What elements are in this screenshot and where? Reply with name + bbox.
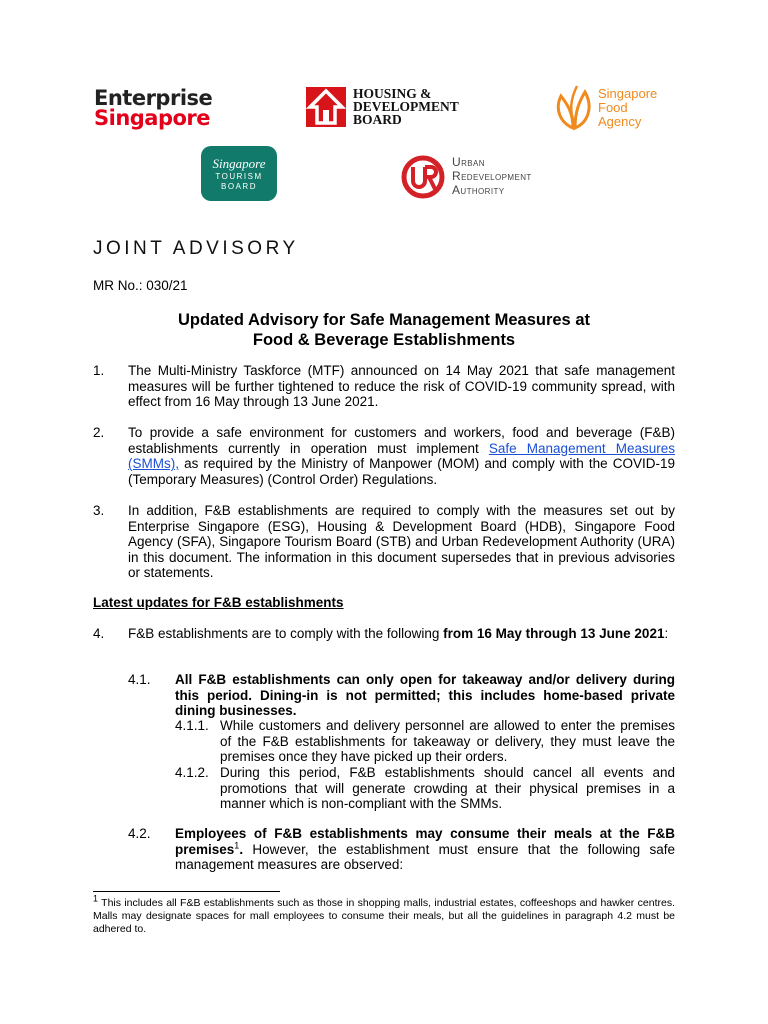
paragraph-text-end: : [664, 626, 669, 641]
esg-logo-line1: Enterprise [94, 86, 213, 110]
stb-logo-line3: BOARD [221, 182, 257, 191]
paragraph-text: During this period, F&B establishments should cancel all events and promotions that will generate crowding at their physical premises in a manner which is non-compliant with the SMMs. [220, 765, 675, 812]
paragraph-text [175, 672, 675, 719]
ura-logo-line2: Redevelopment [452, 169, 532, 183]
stb-logo-line1: Singapore [212, 156, 266, 171]
paragraph-text-end: as required by the Ministry of Manpower (MOM) and comply with the COVID-19 (Temporary Measures) (Control Order) Regulations. [128, 456, 675, 487]
paragraph-4-1-1 [175, 718, 675, 765]
hdb-logo-line1: HOUSING & [353, 86, 432, 101]
paragraph-bold-period: . [239, 841, 244, 857]
paragraph-text-end: However, the establishment must ensure that the following safe management measures are observed: [175, 841, 675, 873]
footnote-marker: 1 [93, 893, 99, 904]
footnote-divider [93, 891, 280, 892]
document-title [93, 310, 675, 350]
stb-logo-line2: TOURISM [215, 172, 263, 181]
paragraph-text [128, 626, 675, 642]
esg-logo-line2: Singapore [94, 106, 211, 130]
ura-logo [401, 153, 571, 201]
paragraph-4-1-2 [175, 765, 675, 812]
footnote [93, 893, 675, 937]
ura-emblem-icon [401, 153, 449, 201]
title-line-2: Food & Beverage Establishments [252, 331, 516, 349]
sfa-logo-line1: Singapore [598, 86, 658, 101]
sfa-logo-line2: Food [598, 100, 628, 115]
paragraph-number: 4.1. [128, 672, 151, 687]
paragraph-bold-dates: from 16 May through 13 June 2021 [443, 626, 665, 641]
safe-management-measures-link[interactable]: Safe Management Measures (SMMs), [128, 440, 675, 472]
paragraph-3 [93, 503, 675, 581]
hdb-house-icon [305, 86, 347, 128]
section-heading: Latest updates for F&B establishments [93, 595, 344, 610]
mr-number: MR No.: 030/21 [93, 278, 188, 293]
ura-logo-line3: Authority [452, 183, 505, 197]
joint-advisory-label: JOINT ADVISORY [93, 238, 299, 259]
footnote-ref[interactable]: 1 [234, 840, 240, 851]
paragraph-number: 4.1.2. [175, 765, 209, 780]
sfa-logo-line3: Agency [598, 114, 642, 129]
paragraph-number: 1. [93, 363, 105, 378]
paragraph-number: 4.1.1. [175, 718, 209, 733]
title-line-1: Updated Advisory for Safe Management Measures at [177, 311, 590, 329]
paragraph-text-start: To provide a safe environment for customers and workers, food and beverage (F&B) establishments currently in operation must implement [128, 425, 675, 456]
paragraph-number: 3. [93, 503, 105, 518]
paragraph-number: 4.2. [128, 826, 151, 841]
paragraph-4-2 [128, 826, 675, 873]
paragraph-number: 4. [93, 626, 105, 641]
footnote-text: This includes all F&B establishments such as those in shopping malls, industrial estates, coffeeshops and hawker centres. Malls may designate spaces for mall employees to consume their meals, but all the guidelines in paragraph 4.2 must be adhered to. [93, 897, 675, 936]
paragraph-text: The Multi-Ministry Taskforce (MTF) announced on 14 May 2021 that safe management measures will be further tightened to reduce the risk of COVID-19 community spread, with effect from 16 May through 13 June 2021. [128, 363, 675, 410]
hdb-logo [305, 86, 485, 130]
paragraph-text-start: F&B establishments are to comply with the following [128, 626, 444, 641]
paragraph-4-1 [128, 672, 675, 719]
paragraph-4 [93, 626, 675, 642]
paragraph-bold-text: Employees of F&B establishments may consume their meals at the F&B premises [175, 826, 675, 857]
paragraph-text: While customers and delivery personnel are allowed to enter the premises of the F&B establishments for takeaway or delivery, they must leave the premises once they have picked up their orders. [220, 718, 675, 765]
hdb-logo-line2: DEVELOPMENT [353, 99, 459, 114]
paragraph-1 [93, 363, 675, 410]
hdb-logo-line3: BOARD [353, 112, 402, 127]
singapore-food-agency-logo [553, 82, 683, 132]
singapore-tourism-board-logo [201, 146, 277, 201]
sfa-leaf-icon [553, 82, 595, 132]
paragraph-text: In addition, F&B establishments are required to comply with the measures set out by Enterprise Singapore (ESG), Housing & Development Board (HDB), Singapore Food Agency (SFA), Singapore Tourism Board (STB) and Urban Redevelopment Authority (URA) in this document. The information in this document supersedes that in previous advisories or statements. [128, 503, 675, 581]
paragraph-2 [93, 425, 675, 487]
paragraph-text [128, 425, 675, 487]
paragraph-number: 2. [93, 425, 105, 440]
paragraph-bold-text: All F&B establishments can only open for takeaway and/or delivery during this period. Dining-in is not permitted; this includes home-based private dining businesses. [175, 672, 675, 719]
enterprise-singapore-logo [94, 88, 224, 128]
paragraph-text [175, 826, 675, 873]
ura-logo-line1: Urban [452, 155, 485, 169]
